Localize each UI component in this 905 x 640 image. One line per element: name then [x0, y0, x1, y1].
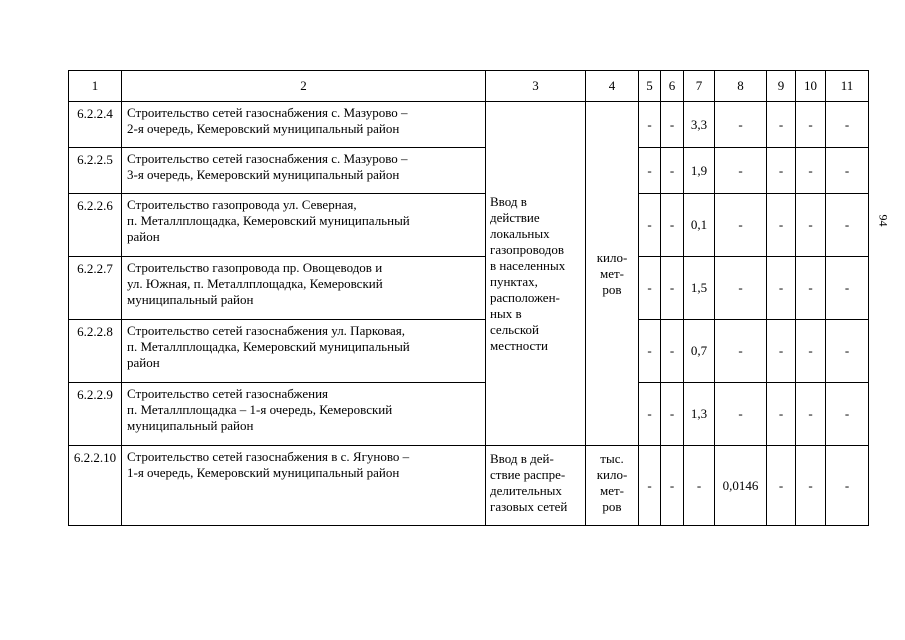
value-cell: - — [661, 102, 684, 148]
value-cell: - — [715, 148, 767, 194]
row-name-line: 1-я очередь, Кемеровский муниципальный район — [127, 465, 400, 480]
value-cell: - — [796, 194, 826, 257]
value-cell: - — [661, 383, 684, 446]
purpose-line: местности — [490, 337, 548, 353]
purpose-line: локальных — [490, 225, 550, 241]
value-cell: - — [767, 446, 796, 526]
page-number: 94 — [876, 214, 891, 227]
table-row — [69, 383, 869, 446]
table-row — [69, 194, 869, 257]
unit-line: ров — [602, 281, 622, 297]
value-cell: - — [796, 320, 826, 383]
row-name-line: Строительство сетей газоснабжения с. Мазурово – — [127, 105, 408, 120]
value-cell: - — [639, 320, 661, 383]
row-name — [122, 320, 486, 383]
value-cell: - — [767, 383, 796, 446]
row-name-line: п. Металлплощадка, Кемеровский муниципальный — [127, 213, 410, 228]
value-cell: - — [639, 446, 661, 526]
header-cell: 5 — [639, 71, 661, 102]
value-cell: - — [796, 383, 826, 446]
row-name-line: район — [127, 229, 160, 244]
row-name-line: 2-я очередь, Кемеровский муниципальный район — [127, 121, 400, 136]
row-name-line: Строительство сетей газоснабжения в с. Ягуново – — [127, 449, 410, 464]
value-cell: - — [661, 320, 684, 383]
unit-line: мет- — [599, 265, 624, 281]
value-cell: - — [767, 102, 796, 148]
value-cell: - — [661, 148, 684, 194]
value-cell: - — [826, 194, 869, 257]
value-cell: - — [661, 194, 684, 257]
row-name — [122, 383, 486, 446]
value-cell: - — [661, 446, 684, 526]
value-cell: - — [715, 194, 767, 257]
unit-cell — [586, 102, 639, 446]
row-name-line: п. Металлплощадка, Кемеровский муниципальный — [127, 339, 410, 354]
row-name — [122, 257, 486, 320]
value-cell: - — [826, 257, 869, 320]
row-number: 6.2.2.10 — [69, 446, 122, 526]
header-cell: 3 — [486, 71, 586, 102]
row-name-line: район — [127, 355, 160, 370]
value-cell: 1,9 — [684, 148, 715, 194]
value-cell: - — [639, 257, 661, 320]
value-cell: - — [767, 148, 796, 194]
value-cell: - — [796, 257, 826, 320]
row-name-line: п. Металлплощадка – 1-я очередь, Кемеровский — [127, 402, 393, 417]
unit-line: мет- — [599, 483, 624, 498]
header-cell: 10 — [796, 71, 826, 102]
value-cell: - — [826, 102, 869, 148]
value-cell: - — [826, 446, 869, 526]
row-name-line: ул. Южная, п. Металлплощадка, Кемеровский — [127, 276, 383, 291]
value-cell: 1,3 — [684, 383, 715, 446]
purpose-cell — [486, 446, 586, 526]
header-cell: 1 — [69, 71, 122, 102]
row-name-line: Строительство сетей газоснабжения с. Мазурово – — [127, 151, 408, 166]
header-cell: 6 — [661, 71, 684, 102]
header-cell: 11 — [826, 71, 869, 102]
table-row — [69, 257, 869, 320]
unit-line: кило- — [596, 249, 628, 265]
unit-cell — [586, 446, 639, 526]
table-row — [69, 102, 869, 148]
row-name-line: муниципальный район — [127, 418, 254, 433]
value-cell: 0,7 — [684, 320, 715, 383]
value-cell: - — [767, 320, 796, 383]
header-cell: 8 — [715, 71, 767, 102]
value-cell: - — [796, 102, 826, 148]
table-row — [69, 320, 869, 383]
row-number: 6.2.2.9 — [69, 383, 122, 446]
purpose-line: Ввод в — [490, 193, 527, 209]
value-cell: 0,1 — [684, 194, 715, 257]
value-cell: - — [639, 148, 661, 194]
header-cell: 2 — [122, 71, 486, 102]
header-cell: 4 — [586, 71, 639, 102]
purpose-line: расположен- — [490, 289, 560, 305]
purpose-line: делительных — [490, 483, 562, 498]
value-cell: - — [826, 320, 869, 383]
unit-line: кило- — [596, 467, 628, 482]
row-name-line: Строительство газопровода пр. Овощеводов и — [127, 260, 383, 275]
value-cell: - — [715, 383, 767, 446]
value-cell: - — [715, 320, 767, 383]
value-cell: - — [715, 102, 767, 148]
value-cell: - — [715, 257, 767, 320]
value-cell: 1,5 — [684, 257, 715, 320]
value-cell: - — [796, 148, 826, 194]
value-cell: - — [767, 194, 796, 257]
row-number: 6.2.2.8 — [69, 320, 122, 383]
value-cell: - — [826, 383, 869, 446]
row-name — [122, 194, 486, 257]
value-cell: 3,3 — [684, 102, 715, 148]
row-number: 6.2.2.4 — [69, 102, 122, 148]
purpose-cell — [486, 102, 586, 446]
table-row — [69, 148, 869, 194]
table-row — [69, 446, 869, 526]
purpose-line: пунктах, — [490, 273, 538, 289]
purpose-line: ствие распре- — [490, 467, 566, 482]
data-table — [68, 70, 869, 526]
value-cell: 0,0146 — [715, 446, 767, 526]
header-cell: 9 — [767, 71, 796, 102]
row-name-line: 3-я очередь, Кемеровский муниципальный район — [127, 167, 400, 182]
purpose-line: действие — [490, 209, 540, 225]
row-number: 6.2.2.5 — [69, 148, 122, 194]
purpose-line: Ввод в дей- — [490, 451, 554, 466]
value-cell: - — [639, 194, 661, 257]
row-name — [122, 102, 486, 148]
row-name-line: Строительство сетей газоснабжения — [127, 386, 329, 401]
purpose-line: газопроводов — [490, 241, 565, 257]
header-row — [69, 71, 869, 102]
value-cell: - — [661, 257, 684, 320]
purpose-line: газовых сетей — [490, 499, 568, 514]
row-name-line: муниципальный район — [127, 292, 254, 307]
row-name — [122, 148, 486, 194]
purpose-line: сельской — [490, 321, 539, 337]
value-cell: - — [639, 383, 661, 446]
unit-line: ров — [602, 499, 622, 514]
row-name-line: Строительство газопровода ул. Северная, — [127, 197, 357, 212]
purpose-line: в населенных — [490, 257, 566, 273]
value-cell: - — [767, 257, 796, 320]
row-number: 6.2.2.7 — [69, 257, 122, 320]
row-name-line: Строительство сетей газоснабжения ул. Парковая, — [127, 323, 405, 338]
value-cell: - — [826, 148, 869, 194]
value-cell: - — [684, 446, 715, 526]
value-cell: - — [639, 102, 661, 148]
purpose-line: ных в — [490, 305, 522, 321]
row-name — [122, 446, 486, 526]
row-number: 6.2.2.6 — [69, 194, 122, 257]
header-cell: 7 — [684, 71, 715, 102]
value-cell: - — [796, 446, 826, 526]
unit-line: тыс. — [600, 451, 624, 466]
